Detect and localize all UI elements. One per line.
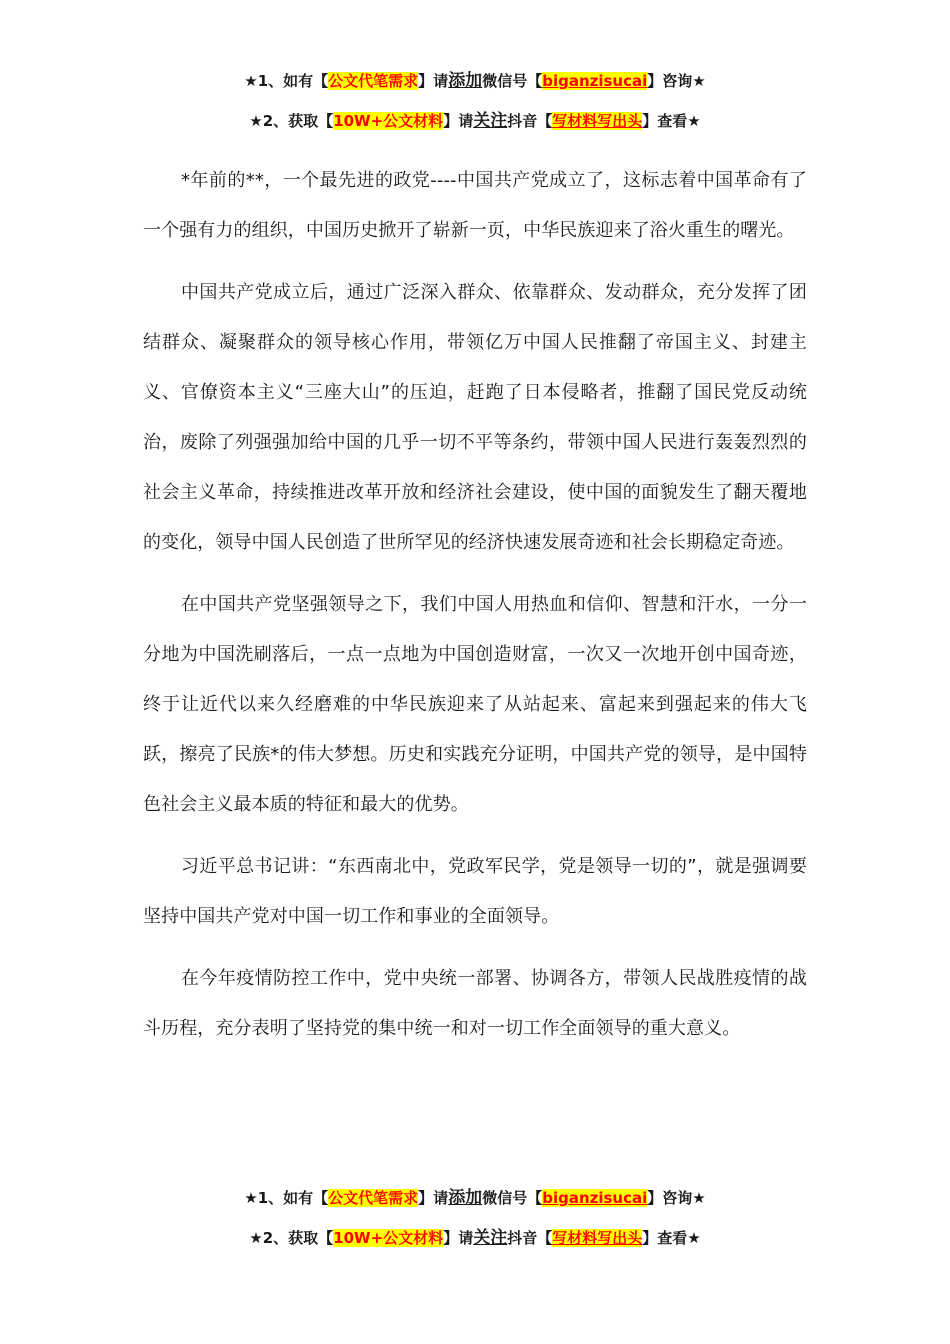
promo-line-1-top: [0, 70, 950, 92]
promo-text: 】请: [443, 1229, 474, 1247]
promo-highlight-douyin: 写材料写出头: [552, 112, 643, 130]
promo-highlight: 公文代笔需求: [328, 1189, 419, 1207]
promo-line-2-bottom: [0, 1227, 950, 1249]
promo-line-2-top: [0, 110, 950, 132]
paragraph: 在今年疫情防控工作中，党中央统一部署、协调各方，带领人民战胜疫情的战斗历程，充分表明了坚持党的集中统一和对一切工作全面领导的重大意义。: [143, 968, 807, 1039]
promo-text: 】请: [418, 1189, 449, 1207]
promo-prefix: ★1、如有【: [244, 72, 329, 90]
promo-highlight-wechat-id: biganzisucai: [542, 72, 648, 90]
promo-suffix: 】查看★: [642, 1229, 701, 1247]
promo-prefix: ★1、如有【: [244, 1189, 329, 1207]
promo-suffix: 】查看★: [642, 112, 701, 130]
promo-emphasis: 关注: [473, 1228, 508, 1248]
promo-highlight: 10W+公文材料: [333, 1229, 444, 1247]
paragraph: *年前的**，一个最先进的政党----中国共产党成立了，这标志着中国革命有了一个强有力的组织，中国历史掀开了崭新一页，中华民族迎来了浴火重生的曙光。: [143, 170, 807, 241]
promo-emphasis: 添加: [448, 71, 483, 91]
promo-text: 微信号【: [482, 72, 543, 90]
promo-suffix: 】咨询★: [647, 1189, 706, 1207]
paragraph: 习近平总书记讲：“东西南北中，党政军民学，党是领导一切的”，就是强调要坚持中国共产党对中国一切工作和事业的全面领导。: [143, 856, 807, 927]
promo-highlight: 10W+公文材料: [333, 112, 444, 130]
promo-prefix: ★2、获取【: [249, 112, 334, 130]
promo-highlight: 公文代笔需求: [328, 72, 419, 90]
paragraph: 中国共产党成立后，通过广泛深入群众、依靠群众、发动群众，充分发挥了团结群众、凝聚群众的领导核心作用，带领亿万中国人民推翻了帝国主义、封建主义、官僚资本主义“三座大山”的压迫，赶跑了日本侵略者，推翻了国民党反动统治，废除了列强强加给中国的几乎一切不平等条约，带领中国人民进行轰轰烈烈的社会主义革命，持续推进改革开放和经济社会建设，使中国的面貌发生了翻天覆地的变化，领导中国人民创造了世所罕见的经济快速发展奇迹和社会长期稳定奇迹。: [143, 282, 807, 553]
promo-line-1-bottom: [0, 1187, 950, 1209]
promo-text: 微信号【: [482, 1189, 543, 1207]
promo-text: 抖音【: [507, 112, 553, 130]
promo-text: 抖音【: [507, 1229, 553, 1247]
promo-emphasis: 添加: [448, 1188, 483, 1208]
promo-highlight-wechat-id: biganzisucai: [542, 1189, 648, 1207]
paragraph: 在中国共产党坚强领导之下，我们中国人用热血和信仰、智慧和汗水，一分一分地为中国洗刷落后，一点一点地为中国创造财富，一次又一次地开创中国奇迹，终于让近代以来久经磨难的中华民族迎来了从站起来、富起来到强起来的伟大飞跃，擦亮了民族*的伟大梦想。历史和实践充分证明，中国共产党的领导，是中国特色社会主义最本质的特征和最大的优势。: [143, 594, 807, 815]
promo-suffix: 】咨询★: [647, 72, 706, 90]
promo-text: 】请: [443, 112, 474, 130]
promo-emphasis: 关注: [473, 111, 508, 131]
promo-prefix: ★2、获取【: [249, 1229, 334, 1247]
promo-text: 】请: [418, 72, 449, 90]
article-body: [143, 156, 807, 1066]
promo-highlight-douyin: 写材料写出头: [552, 1229, 643, 1247]
